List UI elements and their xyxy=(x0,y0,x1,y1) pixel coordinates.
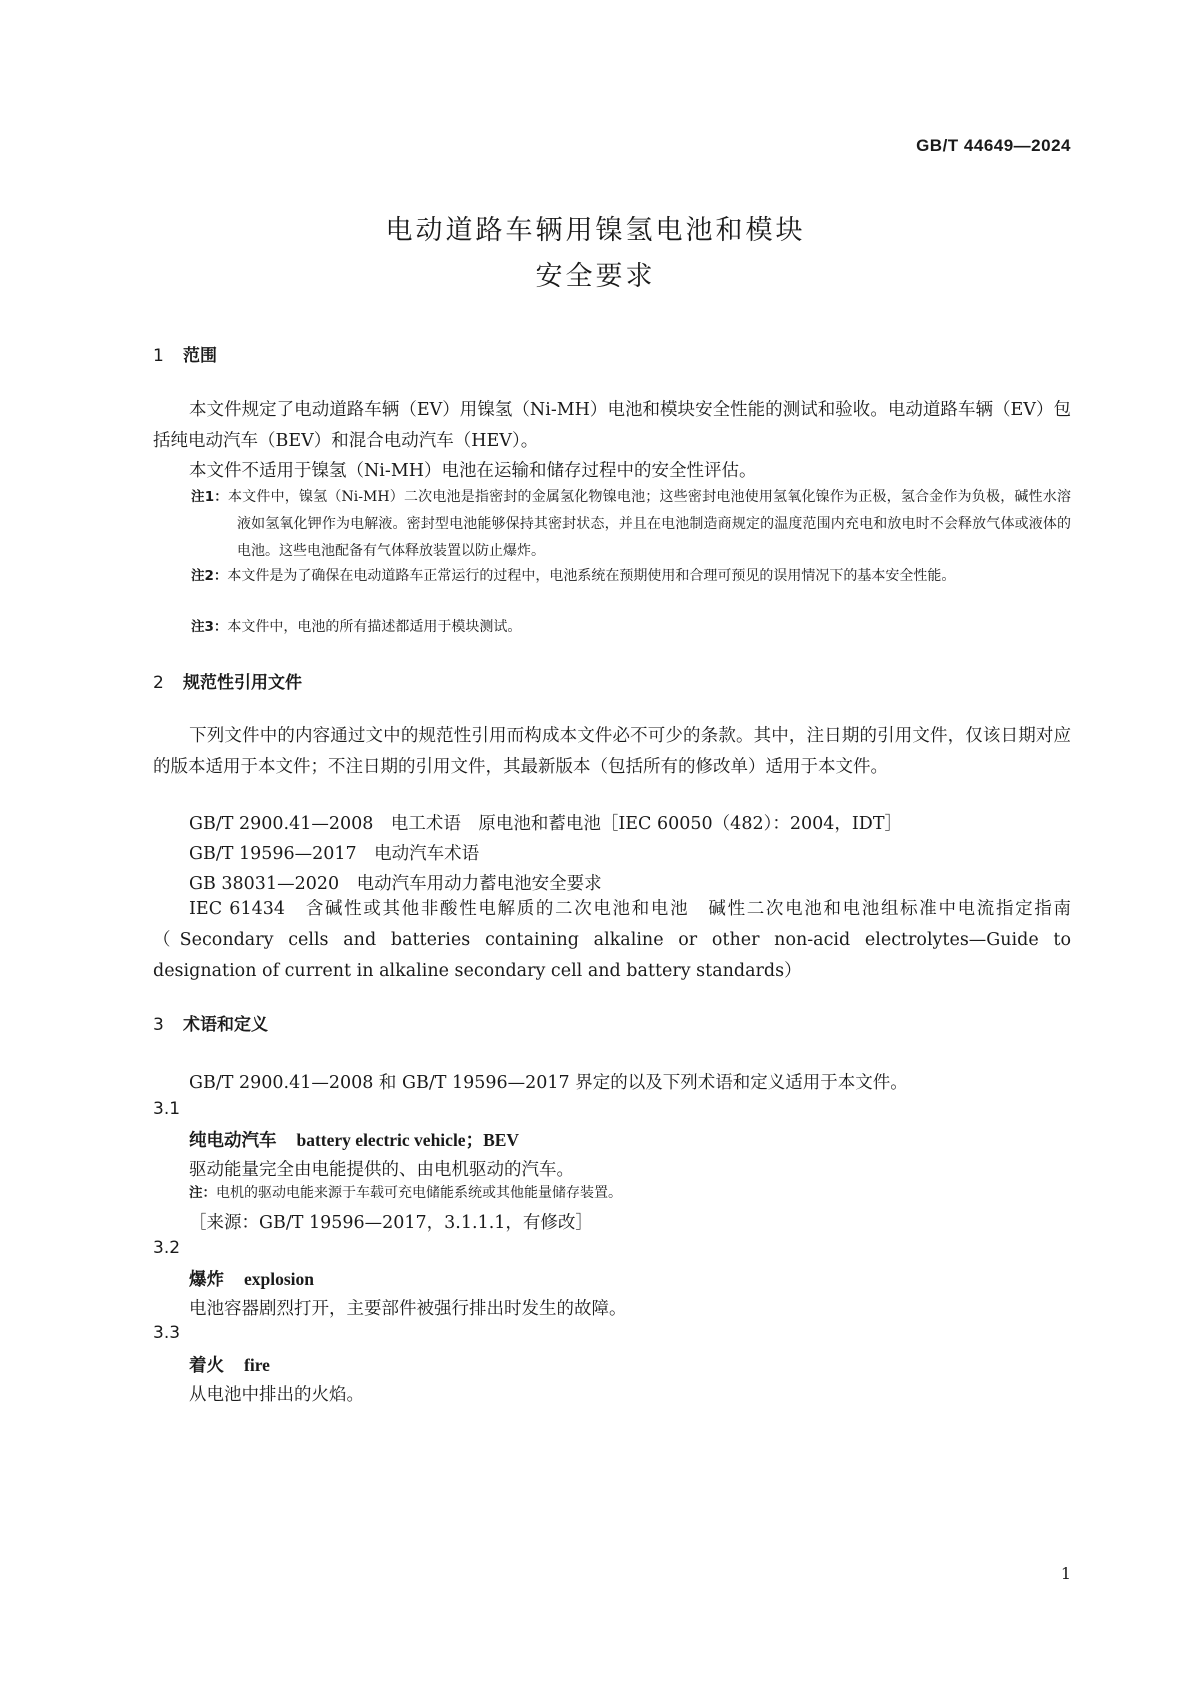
note-label: 注2： xyxy=(191,568,228,584)
scope-note-3 xyxy=(191,614,1071,641)
section-number: 1 xyxy=(153,346,164,366)
term-en: battery electric vehicle；BEV xyxy=(296,1130,520,1150)
section-number: 2 xyxy=(153,673,164,693)
scope-paragraph-2: 本文件不适用于镍氢（Ni-MH）电池在运输和储存过程中的安全性评估。 xyxy=(189,461,757,481)
terms-intro: GB/T 2900.41—2008 和 GB/T 19596—2017 界定的以及下列术语和定义适用于本文件。 xyxy=(189,1073,908,1093)
note-text: 本文件中，电池的所有描述都适用于模块测试。 xyxy=(227,619,522,635)
references-intro-text: 下列文件中的内容通过文中的规范性引用而构成本文件必不可少的条款。其中，注日期的引用文件，仅该日期对应的版本适用于本文件；不注日期的引用文件，其最新版本（包括所有的修改单）适用于本文件。 xyxy=(153,726,1071,777)
reference-item-1: GB/T 2900.41—2008 电工术语 原电池和蓄电池［IEC 60050（482）：2004，IDT］ xyxy=(189,814,902,834)
section-heading-normative-references xyxy=(153,668,302,693)
term-en: fire xyxy=(244,1355,270,1375)
reference-item-3: GB 38031—2020 电动汽车用动力蓄电池安全要求 xyxy=(189,874,602,894)
term-number-3-1: 3.1 xyxy=(153,1099,181,1119)
reference-item-4-text: IEC 61434 含碱性或其他非酸性电解质的二次电池和电池 碱性二次电池和电池组标准中电流指定指南（Secondary cells and batteries containing alkaline or other non-acid electrolytes—Guide to designation of current in alkaline secondary cell and battery standards） xyxy=(153,899,1071,981)
scope-paragraph-1 xyxy=(153,395,1071,457)
term-3-1 xyxy=(189,1127,519,1152)
section-title: 术语和定义 xyxy=(183,1015,268,1035)
note-label: 注： xyxy=(189,1185,216,1201)
term-3-2-definition: 电池容器剧烈打开，主要部件被强行排出时发生的故障。 xyxy=(189,1299,627,1319)
section-heading-scope xyxy=(153,341,217,366)
section-number: 3 xyxy=(153,1015,164,1035)
term-3-1-source: ［来源：GB/T 19596—2017，3.1.1.1，有修改］ xyxy=(189,1213,593,1233)
term-en: explosion xyxy=(244,1269,315,1289)
scope-note-2 xyxy=(191,563,1071,590)
term-3-2 xyxy=(189,1266,314,1291)
term-zh: 纯电动汽车 xyxy=(189,1131,277,1151)
page-number: 1 xyxy=(1060,1564,1071,1583)
note-text: 本文件中，镍氢（Ni-MH）二次电池是指密封的金属氢化物镍电池；这些密封电池使用氢氧化镍作为正极，氢合金作为负极，碱性水溶液如氢氧化钾作为电解液。密封型电池能够保持其密封状态，并且在电池制造商规定的温度范围内充电和放电时不会释放气体或液体的电池。这些电池配备有气体释放装置以防止爆炸。 xyxy=(227,489,1071,559)
document-title-line2: 安全要求 xyxy=(535,261,656,292)
document-title-line1: 电动道路车辆用镍氢电池和模块 xyxy=(385,215,806,246)
note-label: 注3： xyxy=(191,619,228,635)
term-3-3 xyxy=(189,1352,270,1377)
term-3-3-definition: 从电池中排出的火焰。 xyxy=(189,1385,364,1405)
term-3-1-definition: 驱动能量完全由电能提供的、由电机驱动的汽车。 xyxy=(189,1160,574,1180)
scope-paragraph-1-text: 本文件规定了电动道路车辆（EV）用镍氢（Ni-MH）电池和模块安全性能的测试和验收。电动道路车辆（EV）包括纯电动汽车（BEV）和混合电动汽车（HEV）。 xyxy=(153,400,1071,451)
reference-item-4 xyxy=(153,894,1071,987)
standard-code: GB/T 44649—2024 xyxy=(916,136,1071,155)
references-intro xyxy=(153,721,1071,783)
term-zh: 爆炸 xyxy=(189,1270,224,1290)
note-label: 注1： xyxy=(191,489,228,505)
note-text: 本文件是为了确保在电动道路车正常运行的过程中，电池系统在预期使用和合理可预见的误用情况下的基本安全性能。 xyxy=(227,568,956,584)
note-text: 电机的驱动电能来源于车载可充电储能系统或其他能量储存装置。 xyxy=(216,1185,622,1201)
section-title: 范围 xyxy=(183,346,217,366)
scope-note-1 xyxy=(191,484,1071,565)
term-zh: 着火 xyxy=(189,1356,224,1376)
term-number-3-2: 3.2 xyxy=(153,1238,181,1258)
term-3-1-note xyxy=(189,1180,1069,1207)
reference-item-2: GB/T 19596—2017 电动汽车术语 xyxy=(189,844,480,864)
section-title: 规范性引用文件 xyxy=(183,673,302,693)
term-number-3-3: 3.3 xyxy=(153,1323,181,1343)
section-heading-terms xyxy=(153,1010,268,1035)
